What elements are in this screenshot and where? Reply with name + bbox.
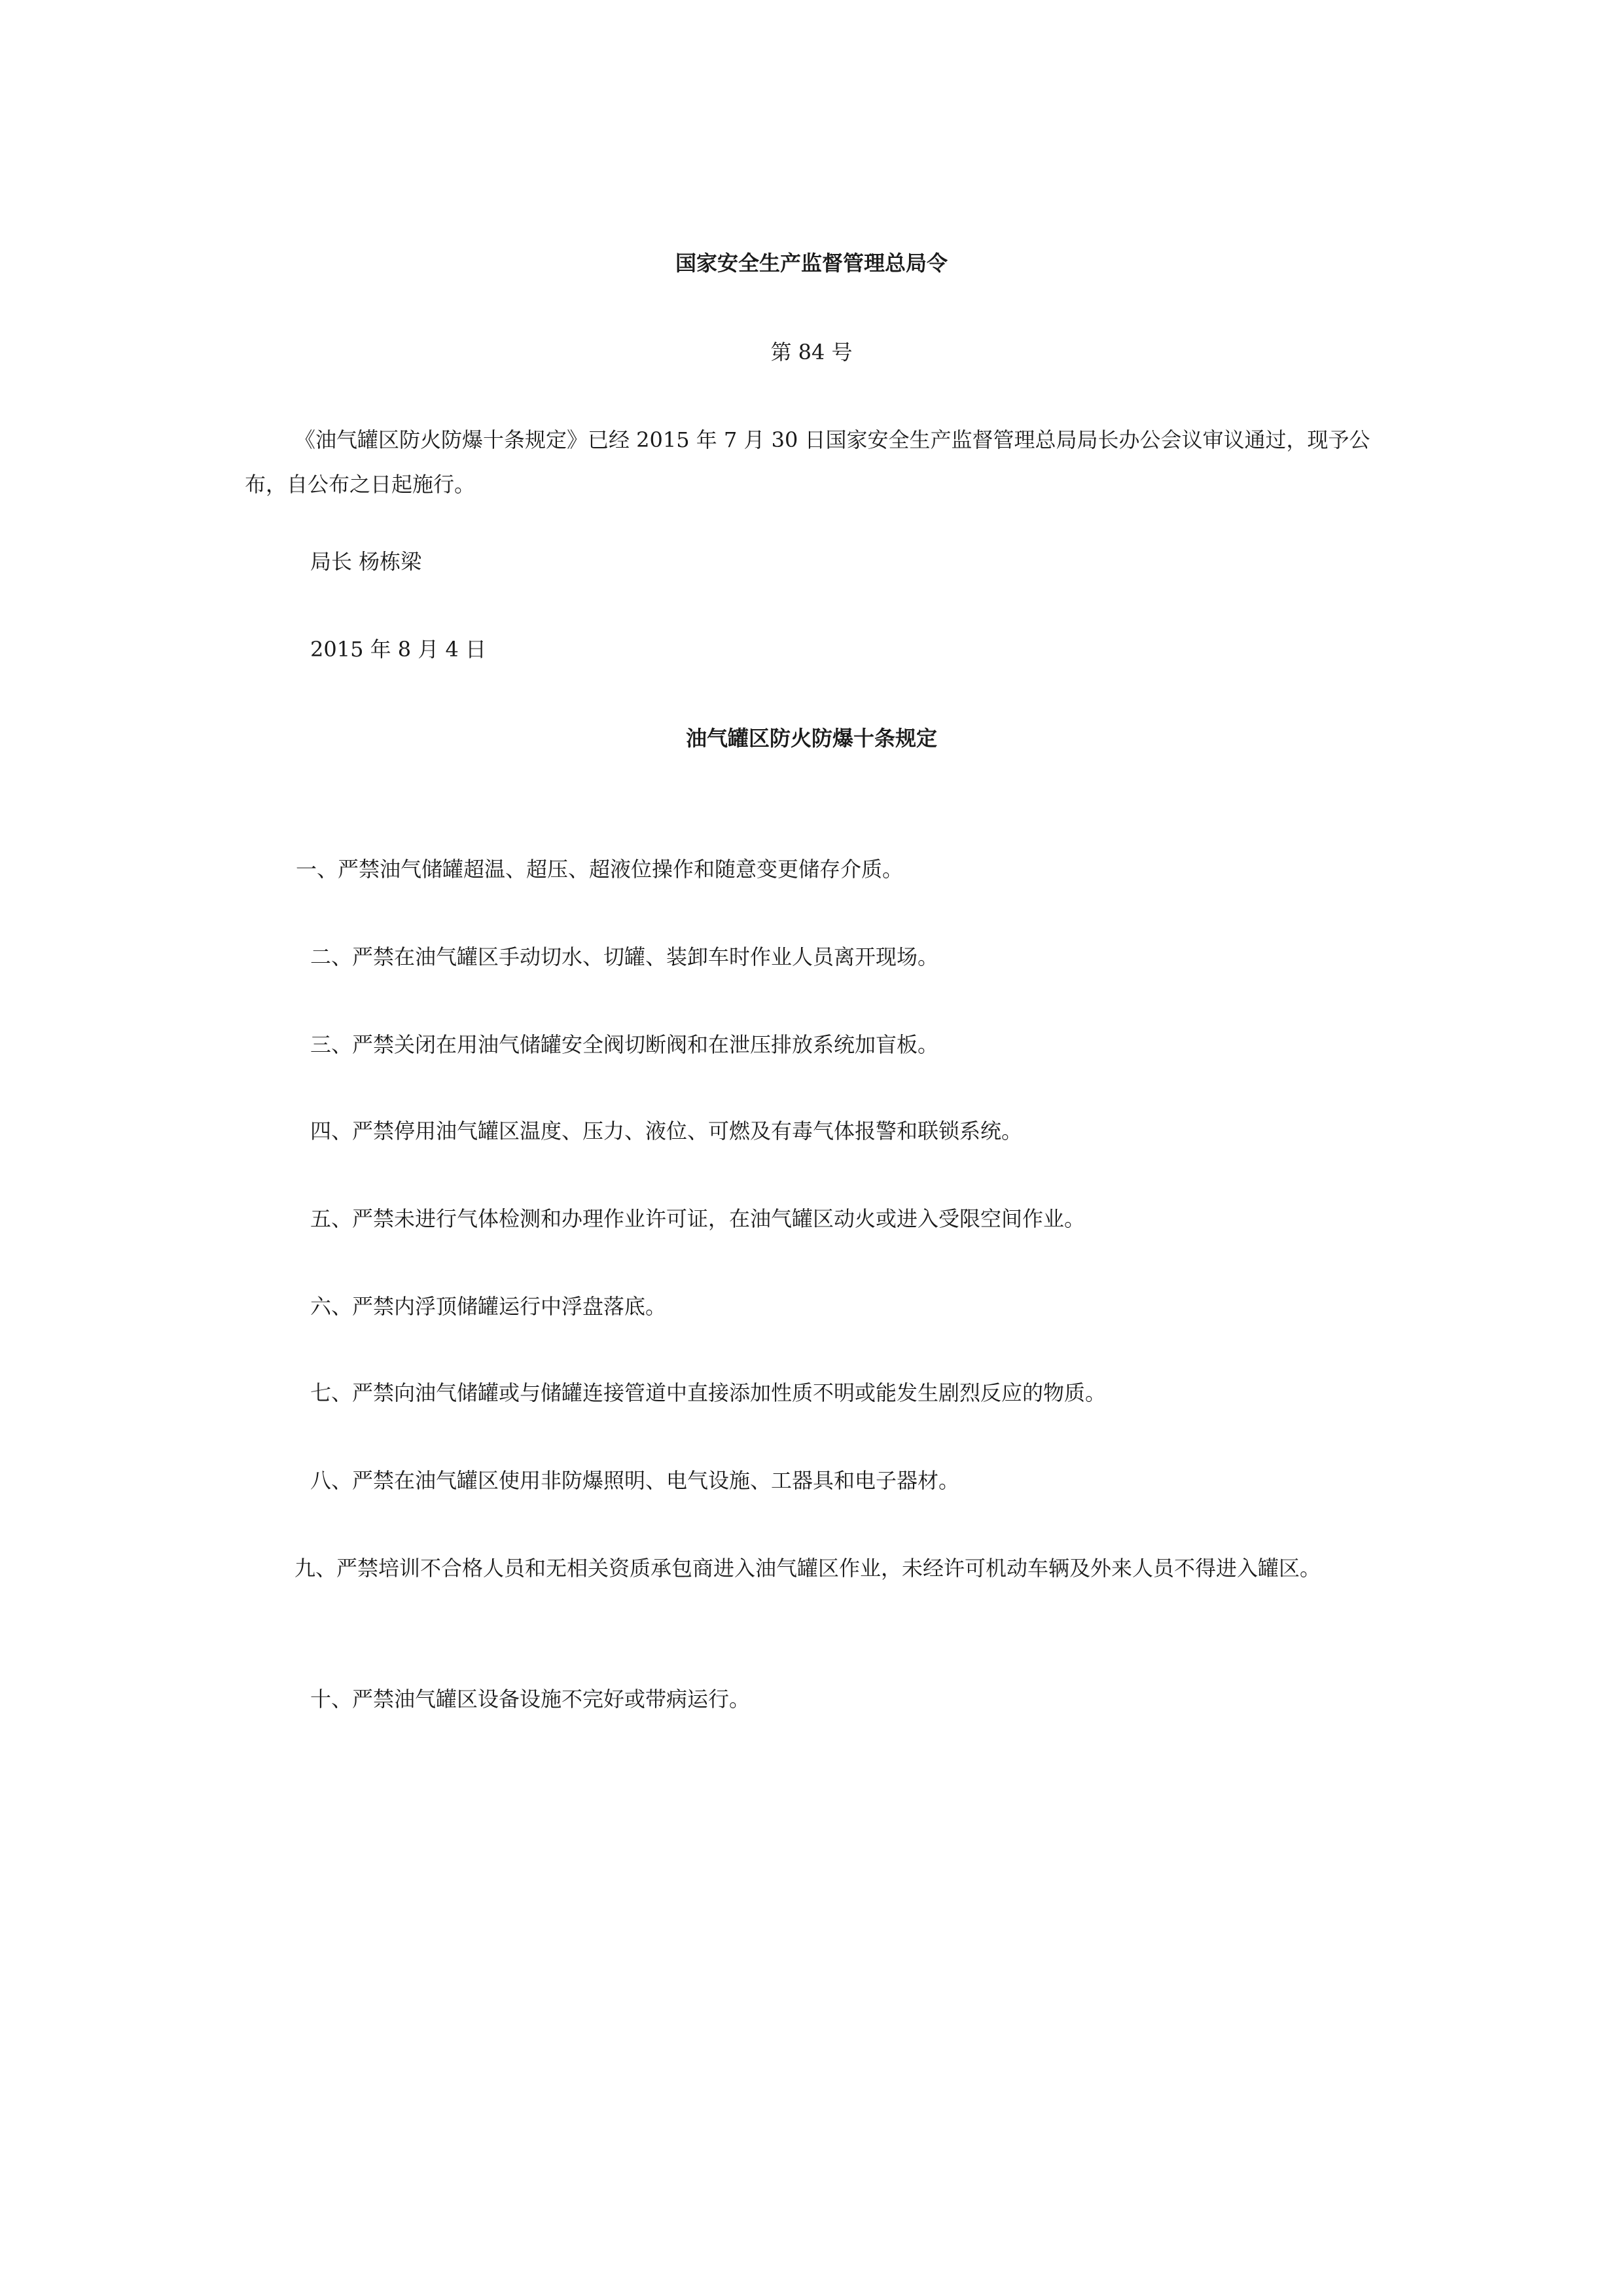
regulation-item-9: 九、严禁培训不合格人员和无相关资质承包商进入油气罐区作业，未经许可机动车辆及外来人员不得进入罐区。: [294, 1556, 1321, 1581]
regulation-item-4: 四、严禁停用油气罐区温度、压力、液位、可燃及有毒气体报警和联锁系统。: [310, 1119, 1023, 1143]
announcement-paragraph: 《油气罐区防火防爆十条规定》已经 2015 年 7 月 30 日国家安全生产监督管理总局局长办公会议审议通过，现予公布，自公布之日起施行。: [245, 427, 1370, 497]
regulation-item-7: 七、严禁向油气储罐或与储罐连接管道中直接添加性质不明或能发生剧烈反应的物质。: [310, 1380, 1107, 1405]
regulation-item-3: 三、严禁关闭在用油气储罐安全阀切断阀和在泄压排放系统加盲板。: [310, 1032, 939, 1057]
regulation-item-6: 六、严禁内浮顶储罐运行中浮盘落底。: [310, 1294, 667, 1319]
regulation-title: 油气罐区防火防爆十条规定: [685, 726, 937, 751]
regulation-item-10: 十、严禁油气罐区设备设施不完好或带病运行。: [310, 1687, 751, 1712]
regulation-item-5: 五、严禁未进行气体检测和办理作业许可证，在油气罐区动火或进入受限空间作业。: [310, 1206, 1086, 1231]
regulation-item-8: 八、严禁在油气罐区使用非防爆照明、电气设施、工器具和电子器材。: [310, 1468, 960, 1493]
decree-number: 第 84 号: [770, 340, 853, 365]
director-signature: 局长 杨栋梁: [310, 549, 422, 574]
regulation-item-2: 二、严禁在油气罐区手动切水、切罐、装卸车时作业人员离开现场。: [310, 944, 939, 969]
decree-date: 2015 年 8 月 4 日: [310, 637, 487, 662]
decree-title: 国家安全生产监督管理总局令: [675, 251, 948, 276]
regulation-item-1: 一、严禁油气储罐超温、超压、超液位操作和随意变更储存介质。: [296, 857, 904, 882]
